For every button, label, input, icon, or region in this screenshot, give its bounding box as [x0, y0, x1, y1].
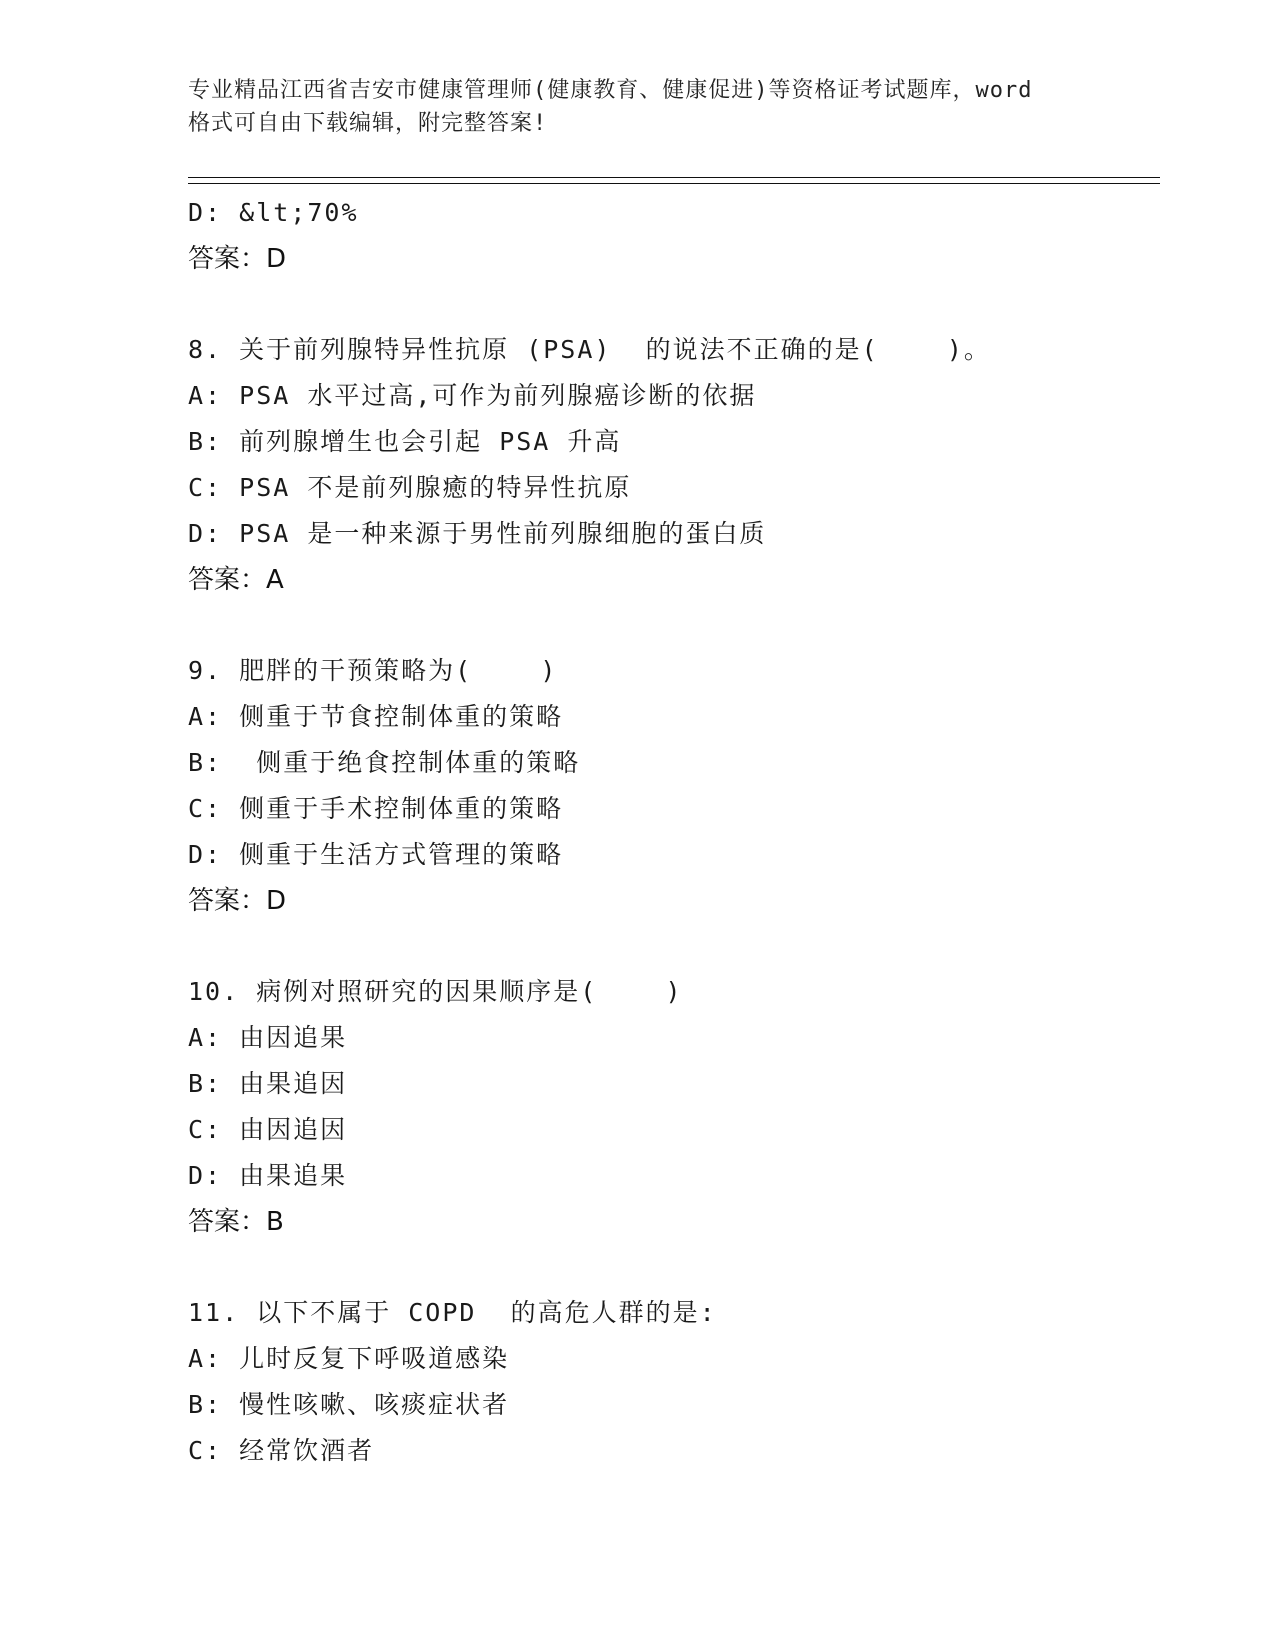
option-d: D: 由果追果: [188, 1161, 348, 1190]
header-line-1: 专业精品江西省吉安市健康管理师(健康教育、健康促进)等资格证考试题库，word: [188, 78, 1033, 103]
answer: 答案：D: [188, 886, 287, 916]
header-rule-top: [188, 177, 1160, 178]
option-c: C: PSA 不是前列腺癒的特异性抗原: [188, 473, 632, 502]
answer: 答案：A: [188, 565, 284, 595]
option-d: D: 侧重于生活方式管理的策略: [188, 840, 564, 869]
spacer: [188, 924, 1148, 969]
option-b: B: 慢性咳嗽、咳痰症状者: [188, 1390, 510, 1419]
option-a: A: PSA 水平过高,可作为前列腺癌诊断的依据: [188, 381, 757, 410]
option-d-previous: D: &lt;70%: [188, 198, 359, 227]
option-b: B: 前列腺增生也会引起 PSA 升高: [188, 427, 622, 456]
option-c: C: 由因追因: [188, 1115, 348, 1144]
question-stem: 11. 以下不属于 COPD 的高危人群的是:: [188, 1298, 717, 1327]
question-stem: 9. 肥胖的干预策略为( ): [188, 656, 558, 685]
header-line-2: 格式可自由下载编辑，附完整答案!: [188, 111, 548, 136]
document-header: [188, 74, 1088, 140]
option-d: D: PSA 是一种来源于男性前列腺细胞的蛋白质: [188, 519, 767, 548]
option-a: A: 儿时反复下呼吸道感染: [188, 1344, 510, 1373]
header-rule-bottom: [188, 183, 1160, 184]
question-stem: 8. 关于前列腺特异性抗原 (PSA) 的说法不正确的是( )。: [188, 335, 991, 364]
question-8: [188, 327, 1148, 603]
spacer: [188, 603, 1148, 648]
question-10: [188, 969, 1148, 1245]
question-stem: 10. 病例对照研究的因果顺序是( ): [188, 977, 683, 1006]
option-a: A: 侧重于节食控制体重的策略: [188, 702, 564, 731]
spacer: [188, 282, 1148, 327]
option-a: A: 由因追果: [188, 1023, 348, 1052]
option-c: C: 侧重于手术控制体重的策略: [188, 794, 564, 823]
question-9: [188, 648, 1148, 924]
spacer: [188, 1245, 1148, 1290]
answer: 答案：B: [188, 1207, 284, 1237]
answer-previous: 答案：D: [188, 244, 287, 274]
option-b: B: 由果追因: [188, 1069, 348, 1098]
option-c: C: 经常饮酒者: [188, 1436, 375, 1465]
option-b: B: 侧重于绝食控制体重的策略: [188, 748, 581, 777]
question-11: [188, 1290, 1148, 1474]
question-list: [188, 190, 1148, 1474]
